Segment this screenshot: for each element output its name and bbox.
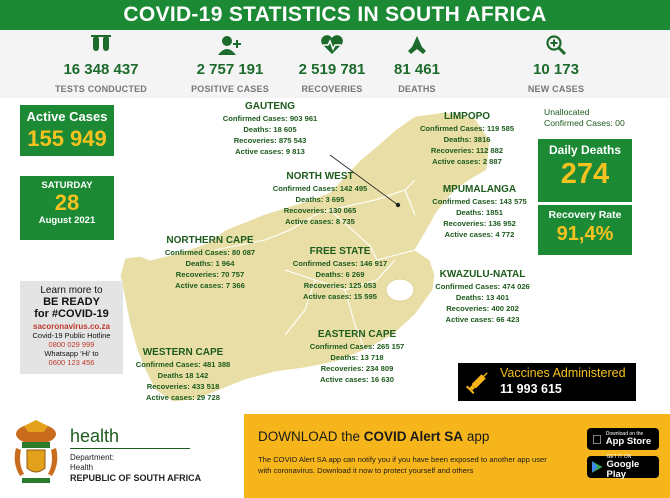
recovery-rate-box [538,205,632,255]
app-banner-headline [258,429,489,444]
province-active: Active cases: 15 595 [303,292,377,301]
learn-more-line1: Learn more to [40,285,103,296]
province-confirmed: Confirmed Cases: 146 917 [292,259,388,268]
health-logo-divider [70,448,190,449]
health-logo-department: Department: [70,453,115,462]
app-banner-headline-prefix: DOWNLOAD the [258,429,364,444]
province-recoveries: Recoveries: 125 053 [303,281,377,290]
province-confirmed: Confirmed Cases: 80 087 [164,248,256,257]
province-confirmed: Confirmed Cases: 142 495 [272,184,368,193]
province-recoveries: Recoveries: 70 757 [175,270,245,279]
test-tubes-icon [36,32,166,58]
stats-row [0,30,670,98]
province-name: KWAZULU-NATAL [439,269,526,280]
stat-value: 2 757 191 [196,61,264,78]
province-active: Active cases: 29 728 [146,393,220,402]
app-banner-headline-suffix: app [463,429,490,444]
province-name: EASTERN CAPE [317,329,397,340]
province-active: Active cases: 8 735 [285,217,355,226]
province-mpumalanga [422,184,537,240]
page-title: COVID-19 STATISTICS IN SOUTH AFRICA [0,0,670,30]
province-recoveries: Recoveries: 130 065 [283,206,357,215]
province-northern-cape [155,235,265,291]
date-box [20,176,114,240]
unallocated-text [544,107,625,129]
coat-of-arms-logo [10,418,62,493]
learn-more-line3: for #COVID-19 [34,308,109,320]
province-active: Active cases: 16 630 [320,375,394,384]
province-confirmed: Confirmed Cases: 474 026 [435,282,530,291]
health-logo-title: health [70,426,120,446]
province-free-state [285,246,395,302]
province-name: GAUTENG [245,101,295,112]
stat-value: 81 461 [394,61,440,78]
learn-more-line2: BE READY [43,296,100,308]
stat-deaths [352,30,482,94]
health-logo-health: Health [70,463,94,472]
province-recoveries: Recoveries: 400 202 [446,304,519,313]
province-recoveries: Recoveries: 875 543 [233,136,307,145]
province-deaths: Deaths 18 142 [157,371,209,380]
province-deaths: Deaths: 3 695 [295,195,345,204]
active-cases-box [20,105,114,156]
province-recoveries: Recoveries: 234 809 [320,364,394,373]
active-cases-value: 155 949 [27,126,107,151]
app-banner-headline-bold: COVID Alert SA [363,429,464,444]
date-month: August 2021 [38,215,96,226]
stat-value: 2 519 781 [298,61,366,78]
hotline-number[interactable]: 0800 029 999 [48,340,95,349]
province-gauteng [215,101,325,157]
google-play-icon [592,461,603,473]
stat-label: POSITIVE CASES [191,84,269,94]
recovery-rate-value: 91,4% [556,223,614,245]
app-store-small: Download on the [596,431,634,437]
province-confirmed: Confirmed Cases: 481 388 [135,360,231,369]
health-logo-text [70,453,201,483]
province-confirmed: Confirmed Cases: 119 585 [419,124,515,133]
website-link[interactable]: sacoronavirus.co.za [33,322,110,331]
google-play-big: Google Play [606,459,640,480]
province-name: FREE STATE [309,246,371,257]
province-name: NORTHERN CAPE [166,235,254,246]
vaccines-label: Vaccines Administered [500,366,626,380]
stat-label: NEW CASES [527,84,585,94]
province-recoveries: Recoveries: 112 882 [430,146,504,155]
province-active: Active cases: 2 887 [432,157,502,166]
stat-label: RECOVERIES [301,84,363,94]
province-deaths: Deaths: 1 964 [185,259,235,268]
daily-deaths-label: Daily Deaths [548,143,622,157]
stat-value: 16 348 437 [63,61,139,78]
province-deaths: Deaths: 6 269 [315,270,365,279]
province-limpopo [412,111,522,167]
province-deaths: Deaths: 3816 [443,135,491,144]
google-play-button[interactable] [587,456,659,478]
app-store-big: App Store [596,436,642,447]
province-deaths: Deaths: 13 718 [330,353,384,362]
active-cases-label: Active Cases [26,109,108,124]
app-banner [244,414,670,498]
province-confirmed: Confirmed Cases: 143 575 [432,197,527,206]
province-recoveries: Recoveries: 136 952 [443,219,516,228]
whatsapp-label: Whatsapp ‘Hi’ to [44,349,99,358]
whatsapp-number[interactable]: 0600 123 456 [48,358,95,367]
province-name: WESTERN CAPE [142,347,224,358]
province-north-west [265,171,375,227]
daily-deaths-box [538,139,632,202]
apple-icon [592,432,602,447]
stat-value: 10 173 [533,61,579,78]
province-active: Active cases: 7 366 [175,281,245,290]
google-play-small: GET IT ON [606,454,632,460]
province-recoveries: Recoveries: 433 518 [146,382,220,391]
province-western-cape [128,347,238,403]
date-day: SATURDAY [41,180,93,191]
stat-tests [36,30,166,94]
vaccines-value: 11 993 615 [500,382,562,396]
date-number: 28 [54,190,80,215]
app-store-button[interactable] [587,428,659,450]
province-confirmed: Confirmed Cases: 265 157 [309,342,405,351]
recovery-rate-label: Recovery Rate [548,209,622,221]
province-kwazulu-natal [425,269,540,325]
magnifier-plus-icon [491,32,621,58]
province-active: Active cases: 66 423 [445,315,520,324]
province-eastern-cape [302,329,412,385]
province-name: LIMPOPO [443,111,491,122]
province-active: Active cases: 4 772 [444,230,515,239]
syringe-icon [464,368,492,401]
province-deaths: Deaths: 18 605 [243,125,297,134]
stat-new-cases [491,30,621,94]
province-deaths: Deaths: 13 401 [455,293,510,302]
province-name: NORTH WEST [286,171,354,182]
province-confirmed: Confirmed Cases: 903 961 [222,114,318,123]
stat-label: DEATHS [398,84,436,94]
vaccines-box [458,363,636,401]
learn-more-box [20,281,123,374]
unallocated-label: Unallocated [544,107,590,117]
province-active: Active cases: 9 813 [235,147,305,156]
daily-deaths-value: 274 [560,158,610,190]
province-deaths: Deaths: 1851 [456,208,503,217]
app-banner-body: The COVID Alert SA app can notify you if you have been exposed to another app user with coronavirus. Download it now to protect yourself and others [258,455,547,475]
province-name: MPUMALANGA [442,184,517,195]
praying-hands-icon [352,32,482,58]
hotline-label: Covid-19 Public Hotline [32,331,111,340]
health-logo-republic: REPUBLIC OF SOUTH AFRICA [70,473,202,483]
unallocated-value: Confirmed Cases: 00 [544,118,625,128]
stat-label: TESTS CONDUCTED [54,84,147,94]
